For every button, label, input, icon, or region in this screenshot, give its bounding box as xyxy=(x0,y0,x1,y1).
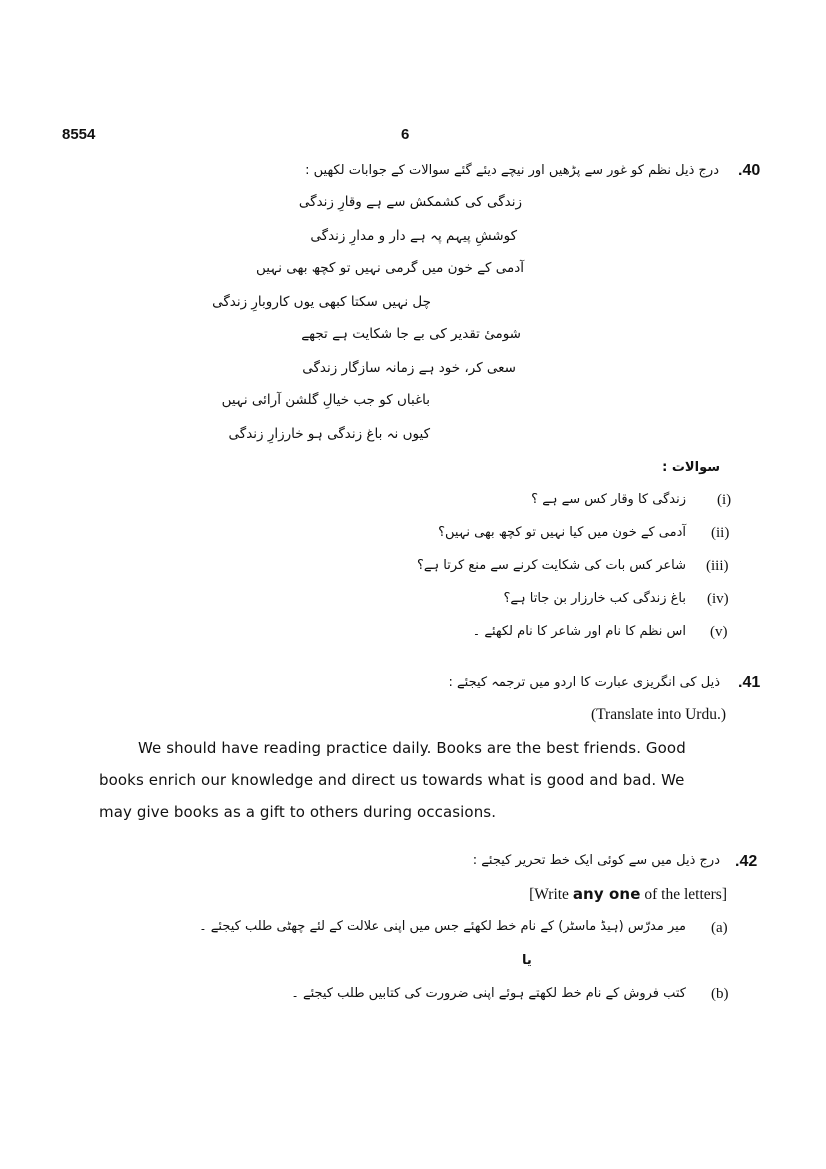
question-label: (i) xyxy=(717,492,732,508)
question-text: باغ زندگی کب خارزار بن جاتا ہے؟ xyxy=(503,591,686,606)
option-b-text: کتب فروش کے نام خط لکھتے ہوئے اپنی ضرورت کی کتابیں طلب کیجئے ۔ xyxy=(291,986,686,1001)
passage-line: books enrich our knowledge and direct us towards what is good and bad. We xyxy=(99,771,685,789)
question-text: زندگی کا وقار کس سے ہے ؟ xyxy=(531,492,686,507)
passage-line: We should have reading practice daily. Books are the best friends. Good xyxy=(138,739,686,757)
question-text: آدمی کے خون میں کیا نہیں تو کچھ بھی نہیں؟ xyxy=(438,525,686,540)
poem-line: باغباں کو جب خیالِ گلشن آرائی نہیں xyxy=(221,392,430,408)
question-label: (ii) xyxy=(711,525,730,541)
q42-english-instruction: [Write any one of the letters] xyxy=(529,885,727,903)
poem-line: شومیٔ تقدیر کی بے جا شکایت ہے تجھے xyxy=(301,326,521,342)
option-b-label: (b) xyxy=(711,986,729,1002)
q42-instruction: درج ذیل میں سے کوئی ایک خط تحریر کیجئے : xyxy=(472,853,720,868)
q40-instruction: درج ذیل نظم کو غور سے پڑھیں اور نیچے دیئے گئے سوالات کے جوابات لکھیں : xyxy=(305,163,719,178)
option-a-label: (a) xyxy=(711,920,728,936)
poem-line: سعی کر، خود ہے زمانہ سازگار زندگی xyxy=(302,360,516,376)
poem-line: زندگی کی کشمکش سے ہے وقارِ زندگی xyxy=(298,194,522,210)
poem-line: چل نہیں سکتا کبھی یوں کاروبارِ زندگی xyxy=(212,294,431,310)
question-text: اس نظم کا نام اور شاعر کا نام لکھئے ۔ xyxy=(472,624,686,639)
question-label: (iii) xyxy=(706,558,729,574)
paper-code: 8554 xyxy=(62,126,96,143)
question-label: (v) xyxy=(710,624,728,640)
q41-instruction: ذیل کی انگریزی عبارت کا اردو میں ترجمہ کیجئے : xyxy=(448,675,720,690)
or-separator: یا xyxy=(522,953,532,968)
q42-number: .42 xyxy=(735,853,758,870)
option-a-text: میر مدرّس (ہیڈ ماسٹر) کے نام خط لکھئے جس میں اپنی علالت کے لئے چھٹی طلب کیجئے ۔ xyxy=(199,919,686,934)
passage-line: may give books as a gift to others during occasions. xyxy=(99,803,497,821)
poem-line: آدمی کے خون میں گرمی نہیں تو کچھ بھی نہیں xyxy=(255,260,524,276)
poem-line: کیوں نہ باغ زندگی ہو خارزارِ زندگی xyxy=(228,426,430,442)
q41-number: .41 xyxy=(738,674,761,691)
page-number: 6 xyxy=(401,126,410,143)
q40-number: .40 xyxy=(738,162,761,179)
question-text: شاعر کس بات کی شکایت کرنے سے منع کرتا ہے؟ xyxy=(417,558,686,573)
question-label: (iv) xyxy=(707,591,729,607)
poem-line: کوششِ پیہم پہ ہے دار و مدارِ زندگی xyxy=(310,228,517,244)
questions-heading: سوالات : xyxy=(662,460,720,475)
q41-english-instruction: (Translate into Urdu.) xyxy=(590,706,726,723)
